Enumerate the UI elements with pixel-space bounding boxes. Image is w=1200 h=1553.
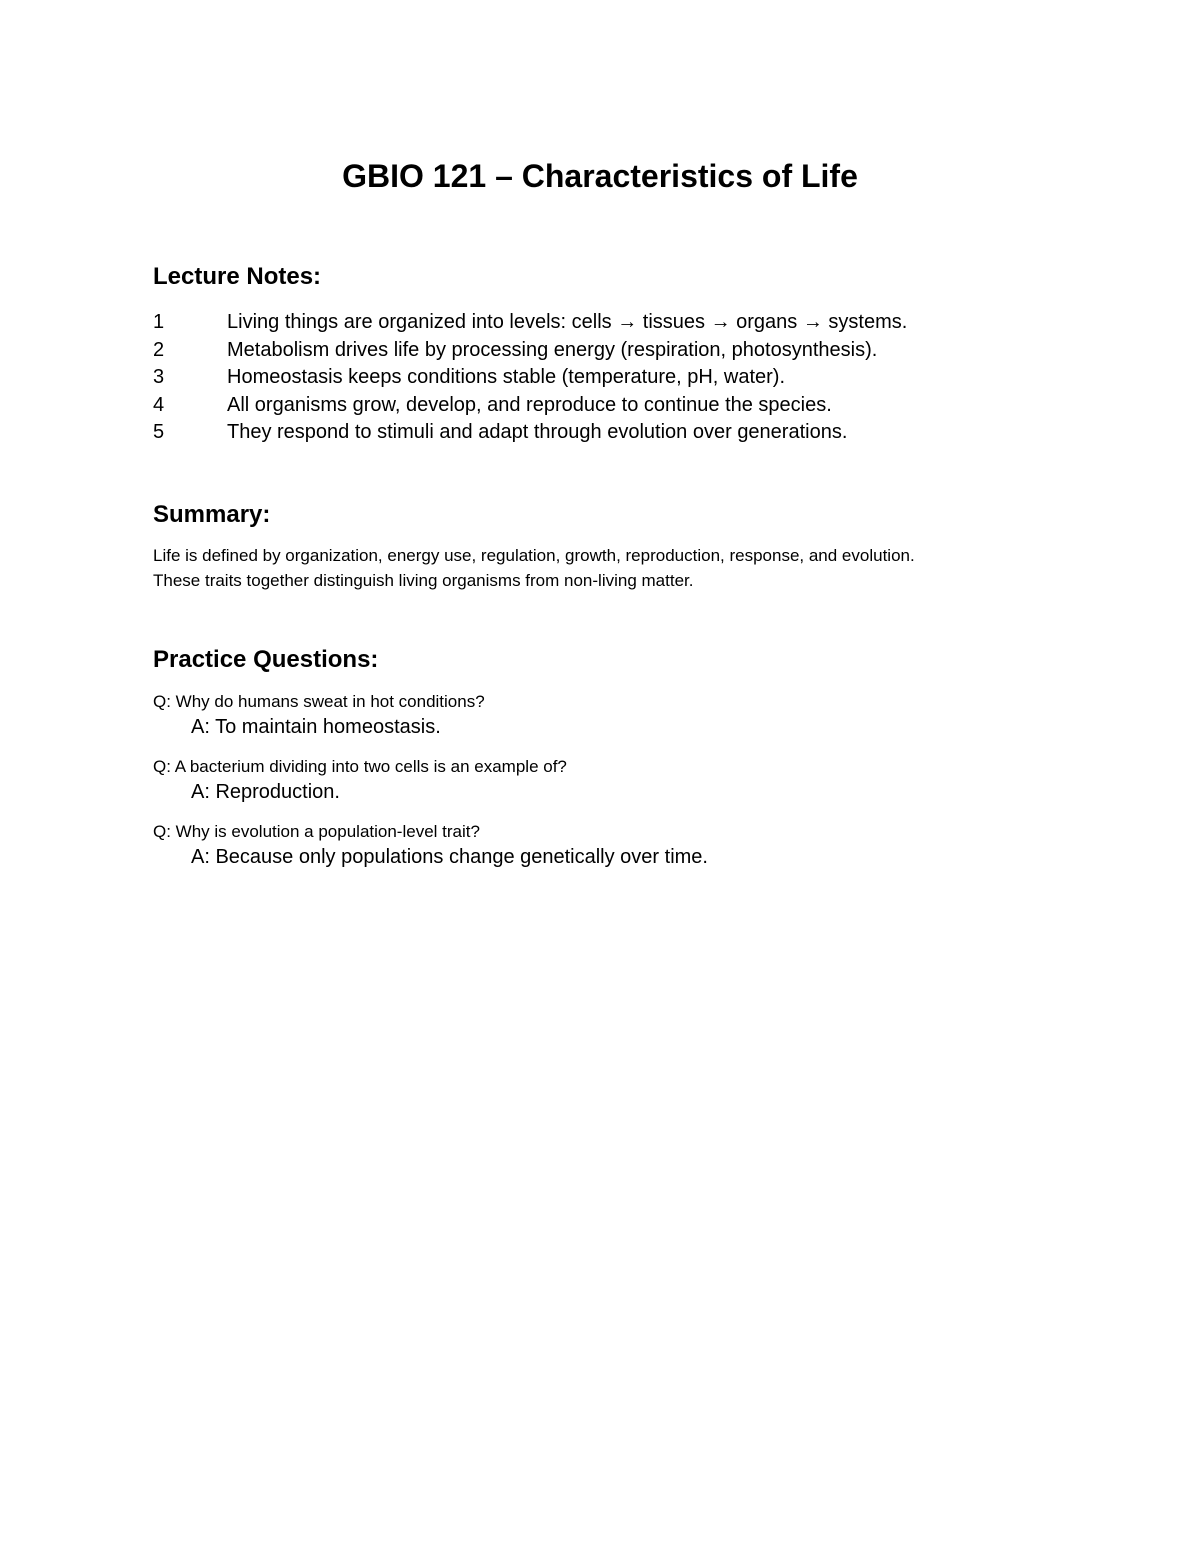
summary-paragraph <box>153 543 1103 593</box>
page-title: GBIO 121 – Characteristics of Life <box>342 158 858 194</box>
list-item-text: They respond to stimuli and adapt through evolution over generations. <box>227 421 848 443</box>
list-item <box>153 392 1053 420</box>
practice-questions-heading: Practice Questions: <box>153 646 379 673</box>
practice-question-block <box>153 690 1053 740</box>
practice-question: Q: Why is evolution a population-level trait? <box>153 822 480 841</box>
list-item-number: 1 <box>153 311 165 333</box>
practice-answer: A: Because only populations change genetically over time. <box>191 846 708 868</box>
list-item-text: Metabolism drives life by processing energy (respiration, photosynthesis). <box>227 338 878 361</box>
list-item <box>153 337 1053 365</box>
summary-line: Life is defined by organization, energy use, regulation, growth, reproduction, response, and evolution. <box>153 546 915 565</box>
list-item-text: All organisms grow, develop, and reproduce to continue the species. <box>227 393 832 416</box>
practice-question: Q: A bacterium dividing into two cells is an example of? <box>153 757 567 776</box>
practice-question-block <box>153 820 1053 870</box>
list-item <box>153 309 1053 337</box>
practice-question-block <box>153 755 1053 805</box>
list-item <box>153 419 1053 447</box>
summary-heading: Summary: <box>153 501 271 528</box>
practice-answer: A: Reproduction. <box>191 781 340 803</box>
list-item-text: Living things are organized into levels: cells → tissues → organs → systems. <box>227 311 908 333</box>
list-item <box>153 364 1053 392</box>
list-item-number: 3 <box>153 366 165 388</box>
list-item-number: 2 <box>153 338 165 361</box>
list-item-text: Homeostasis keeps conditions stable (temperature, pH, water). <box>227 366 786 388</box>
practice-question: Q: Why do humans sweat in hot conditions? <box>153 692 485 711</box>
lecture-notes-heading: Lecture Notes: <box>153 263 322 290</box>
lecture-notes-list <box>153 309 1053 447</box>
practice-answer: A: To maintain homeostasis. <box>191 716 441 738</box>
list-item-number: 4 <box>153 393 165 416</box>
list-item-number: 5 <box>153 421 165 443</box>
summary-line: These traits together distinguish living organisms from non-living matter. <box>153 571 694 590</box>
